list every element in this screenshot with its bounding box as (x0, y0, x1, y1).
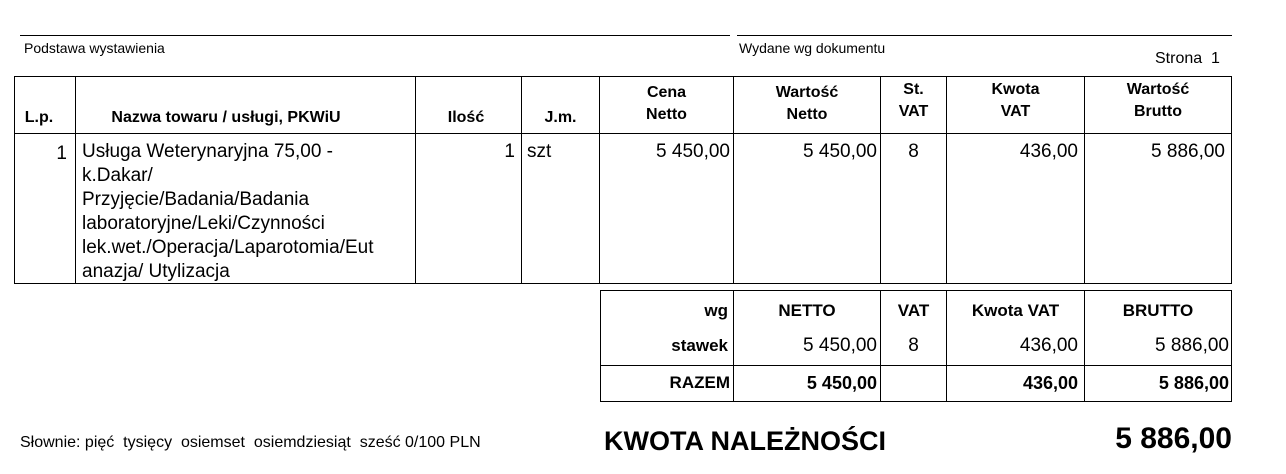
page-label: Strona (1155, 50, 1203, 67)
col-sep-9 (1231, 76, 1232, 283)
header-net-line1: Wartość (775, 84, 839, 101)
item-lp: 1 (56, 143, 67, 164)
summary-total-label: RAZEM (669, 373, 730, 392)
sum-sep-5 (1231, 290, 1232, 401)
summary-total-net: 5 450,00 (806, 373, 877, 393)
item-rate: 8 (908, 141, 919, 162)
summary-total-vat: 436,00 (1022, 373, 1078, 393)
basis-label: Podstawa wystawienia (24, 40, 165, 56)
amount-in-words: Słownie: pięć tysięcy osiemset osiemdziesiąt sześć 0/100 PLN (20, 434, 481, 451)
header-lp: L.p. (24, 109, 54, 126)
item-qty: 1 (504, 141, 515, 162)
item-name-line: Przyjęcie/Badania/Badania (82, 189, 310, 210)
header-rate-line1: St. (903, 81, 924, 98)
page-indicator (1155, 50, 1220, 68)
summary-bottom-border (600, 401, 1232, 402)
header-name: Nazwa towaru / usługi, PKWiU (111, 109, 341, 126)
header-gross-line1: Wartość (1126, 81, 1190, 98)
summary-col-gross: BRUTTO (1122, 301, 1194, 320)
item-price: 5 450,00 (656, 141, 730, 162)
header-rate (881, 79, 946, 123)
item-gross: 5 886,00 (1151, 141, 1225, 162)
item-name-line: k.Dakar/ (82, 165, 153, 186)
header-unit: J.m. (544, 109, 577, 126)
table-top-border (14, 76, 1232, 77)
summary-rate-rate: 8 (908, 335, 919, 356)
item-vat: 436,00 (1019, 141, 1078, 162)
header-rule-left (20, 35, 730, 36)
header-price (600, 82, 733, 126)
item-name-line: laboratoryjne/Leki/Czynności (82, 213, 325, 234)
item-name-line: lek.wet./Operacja/Laparotomia/Eut (82, 237, 374, 258)
summary-label-stawek: stawek (671, 336, 728, 355)
item-unit: szt (527, 141, 552, 162)
summary-rate-gross: 5 886,00 (1155, 335, 1229, 356)
amount-due-label: KWOTA NALEŻNOŚCI (604, 426, 886, 456)
summary-rate-row-bottom (600, 365, 1232, 366)
header-qty: Ilość (447, 109, 485, 126)
summary-label-wg: wg (704, 301, 728, 320)
item-name (82, 140, 412, 284)
summary-rate-vat: 436,00 (1019, 335, 1078, 356)
header-gross (1085, 79, 1231, 123)
amount-due-value: 5 886,00 (1115, 422, 1232, 455)
header-vat (947, 79, 1084, 123)
header-gross-line2: Brutto (1134, 103, 1182, 120)
summary-col-vat: VAT (897, 301, 930, 320)
summary-total-gross: 5 886,00 (1158, 373, 1229, 393)
header-vat-line2: VAT (1000, 103, 1031, 120)
page-number: 1 (1211, 50, 1220, 67)
summary-col-net: NETTO (778, 301, 836, 320)
summary-top-border (600, 290, 1232, 291)
header-net (734, 82, 880, 126)
item-name-line: anazja/ Utylizacja (82, 261, 230, 282)
header-rule-right (737, 35, 1232, 36)
summary-col-vat-amount: Kwota VAT (971, 301, 1060, 320)
summary-rate-net: 5 450,00 (803, 335, 877, 356)
header-price-line2: Netto (646, 106, 687, 123)
header-vat-line1: Kwota (991, 81, 1040, 98)
table-header-bottom (14, 133, 1232, 134)
item-name-line: Usługa Weterynaryjna 75,00 - (82, 141, 333, 162)
item-net: 5 450,00 (803, 141, 877, 162)
header-net-line2: Netto (786, 106, 828, 123)
header-price-line1: Cena (646, 84, 687, 101)
issued-label: Wydane wg dokumentu (739, 40, 886, 56)
header-rate-line2: VAT (898, 103, 929, 120)
